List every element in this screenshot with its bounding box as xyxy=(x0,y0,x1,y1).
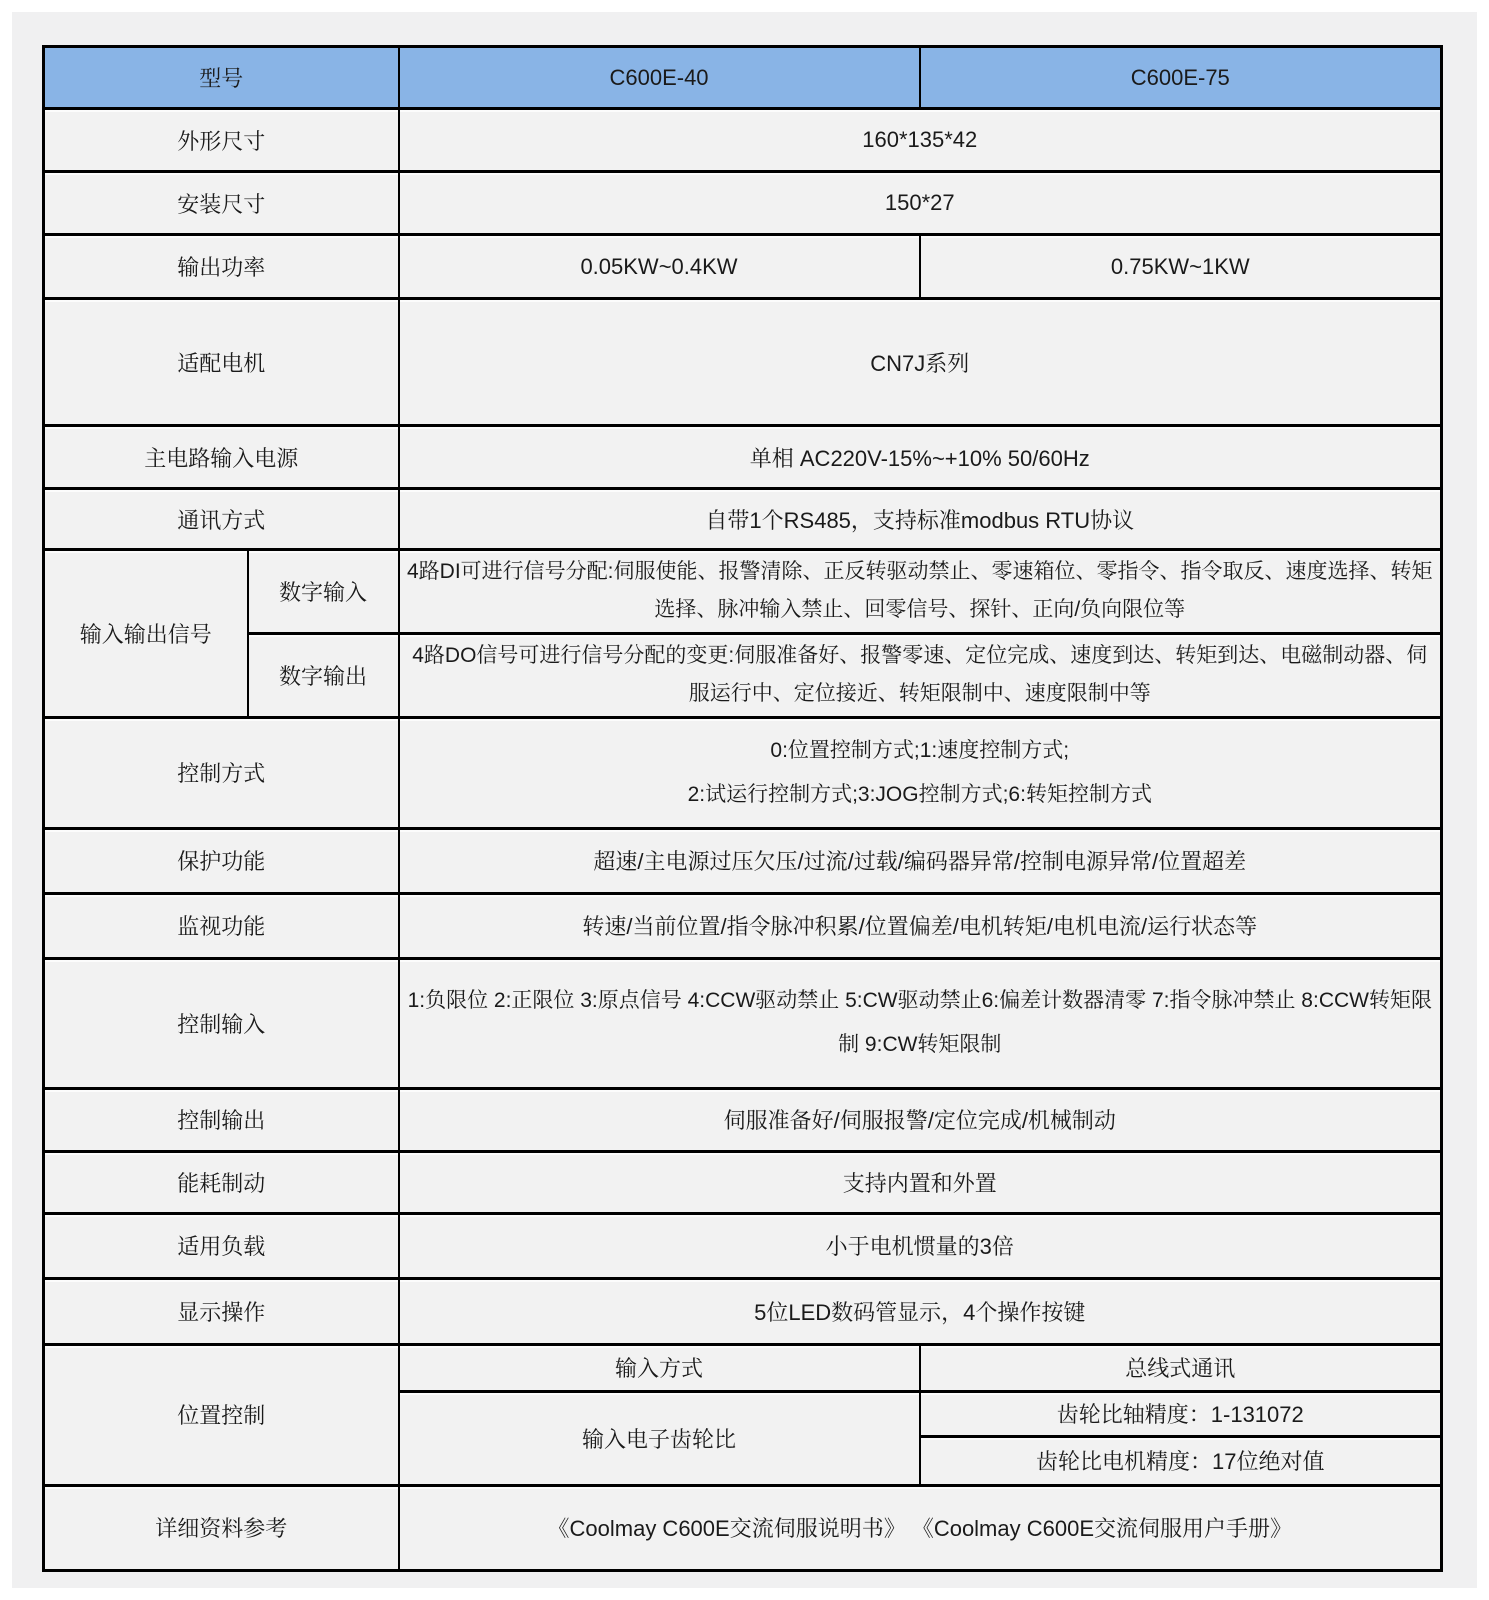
reference-value: 《Coolmay C600E交流伺服说明书》 《Coolmay C600E交流伺服用户手册》 xyxy=(399,1485,1442,1570)
monitoring-value: 转速/当前位置/指令脉冲积累/位置偏差/电机转矩/电机电流/运行状态等 xyxy=(399,893,1442,958)
digital-input-label: 数字输入 xyxy=(248,550,399,634)
row-main-power xyxy=(44,426,1442,489)
control-output-value: 伺服准备好/伺服报警/定位完成/机械制动 xyxy=(399,1088,1442,1151)
position-input-mode-label: 输入方式 xyxy=(399,1344,920,1391)
adapted-motor-value: CN7J系列 xyxy=(399,299,1442,426)
display-label: 显示操作 xyxy=(44,1278,399,1344)
control-mode-line1: 0:位置控制方式;1:速度控制方式; xyxy=(770,738,1070,762)
header-model-label: 型号 xyxy=(44,47,399,109)
digital-input-value: 4路DI可进行信号分配:伺服使能、报警清除、正反转驱动禁止、零速箱位、零指令、指令取反、速度选择、转矩选择、脉冲输入禁止、回零信号、探针、正向/负向限位等 xyxy=(399,550,1442,634)
row-mounting xyxy=(44,172,1442,235)
adapted-motor-label: 适配电机 xyxy=(44,299,399,426)
control-mode-value xyxy=(399,717,1442,828)
row-control-input xyxy=(44,958,1442,1088)
load-value: 小于电机惯量的3倍 xyxy=(399,1213,1442,1278)
spec-table xyxy=(42,45,1443,1572)
control-input-value: 1:负限位 2:正限位 3:原点信号 4:CCW驱动禁止 5:CW驱动禁止6:偏差计数器清零 7:指令脉冲禁止 8:CCW转矩限制 9:CW转矩限制 xyxy=(399,958,1442,1088)
output-power-value-b: 0.75KW~1KW xyxy=(920,235,1442,299)
main-power-label: 主电路输入电源 xyxy=(44,426,399,489)
position-input-mode-value: 总线式通讯 xyxy=(920,1344,1442,1391)
row-protection xyxy=(44,828,1442,893)
protection-label: 保护功能 xyxy=(44,828,399,893)
braking-label: 能耗制动 xyxy=(44,1151,399,1213)
row-position-input-mode xyxy=(44,1344,1442,1391)
digital-output-value: 4路DO信号可进行信号分配的变更:伺服准备好、报警零速、定位完成、速度到达、转矩到达、电磁制动器、伺服运行中、定位接近、转矩限制中、速度限制中等 xyxy=(399,633,1442,717)
row-digital-input xyxy=(44,550,1442,634)
communication-value: 自带1个RS485，支持标准modbus RTU协议 xyxy=(399,489,1442,550)
communication-label: 通讯方式 xyxy=(44,489,399,550)
control-mode-line2: 2:试运行控制方式;3:JOG控制方式;6:转矩控制方式 xyxy=(687,782,1152,806)
row-reference xyxy=(44,1485,1442,1570)
control-output-label: 控制输出 xyxy=(44,1088,399,1151)
braking-value: 支持内置和外置 xyxy=(399,1151,1442,1213)
control-mode-label: 控制方式 xyxy=(44,717,399,828)
digital-output-label: 数字输出 xyxy=(248,633,399,717)
gear-ratio-label: 输入电子齿轮比 xyxy=(399,1391,920,1485)
dimensions-label: 外形尺寸 xyxy=(44,109,399,172)
row-communication xyxy=(44,489,1442,550)
row-control-mode xyxy=(44,717,1442,828)
row-braking xyxy=(44,1151,1442,1213)
row-display xyxy=(44,1278,1442,1344)
output-power-value-a: 0.05KW~0.4KW xyxy=(399,235,920,299)
load-label: 适用负载 xyxy=(44,1213,399,1278)
row-adapted-motor xyxy=(44,299,1442,426)
header-model-b: C600E-75 xyxy=(920,47,1442,109)
control-input-label: 控制输入 xyxy=(44,958,399,1088)
row-digital-output xyxy=(44,633,1442,717)
main-power-value: 单相 AC220V-15%~+10% 50/60Hz xyxy=(399,426,1442,489)
row-output-power xyxy=(44,235,1442,299)
header-model-a: C600E-40 xyxy=(399,47,920,109)
protection-value: 超速/主电源过压欠压/过流/过载/编码器异常/控制电源异常/位置超差 xyxy=(399,828,1442,893)
row-control-output xyxy=(44,1088,1442,1151)
row-dimensions xyxy=(44,109,1442,172)
row-monitoring xyxy=(44,893,1442,958)
mounting-value: 150*27 xyxy=(399,172,1442,235)
page-card xyxy=(12,12,1477,1588)
dimensions-value: 160*135*42 xyxy=(399,109,1442,172)
output-power-label: 输出功率 xyxy=(44,235,399,299)
reference-label: 详细资料参考 xyxy=(44,1485,399,1570)
row-load xyxy=(44,1213,1442,1278)
mounting-label: 安装尺寸 xyxy=(44,172,399,235)
gear-motor-precision: 齿轮比电机精度：17位绝对值 xyxy=(920,1436,1442,1485)
display-value: 5位LED数码管显示，4个操作按键 xyxy=(399,1278,1442,1344)
position-control-label: 位置控制 xyxy=(44,1344,399,1485)
header-row xyxy=(44,47,1442,109)
monitoring-label: 监视功能 xyxy=(44,893,399,958)
io-signals-label: 输入输出信号 xyxy=(44,550,248,718)
gear-shaft-precision: 齿轮比轴精度：1-131072 xyxy=(920,1391,1442,1436)
